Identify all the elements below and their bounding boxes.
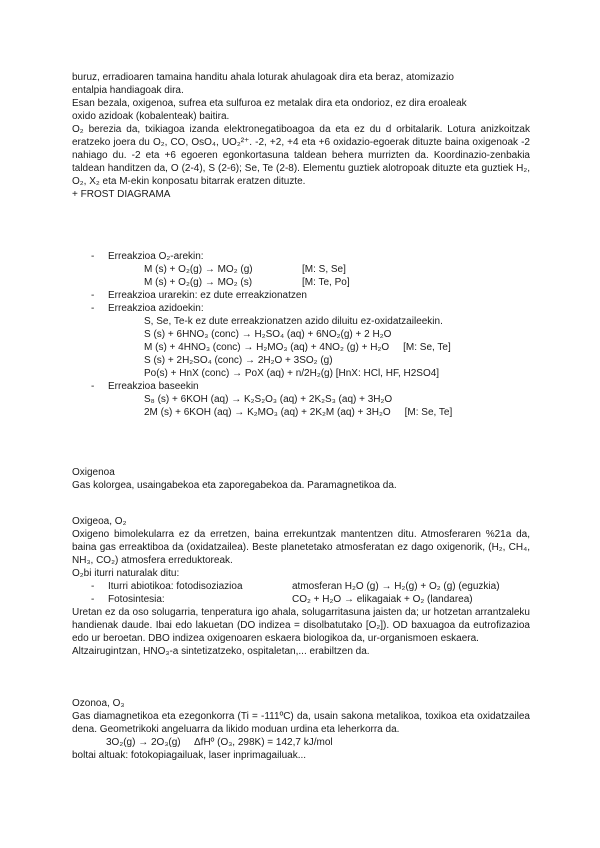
ozonoa-heading: Ozonoa, O₃ (72, 698, 125, 709)
intro-section (72, 71, 530, 201)
reactions-list (72, 237, 530, 419)
frost-diagram-heading: + FROST DIAGRAMA (72, 189, 171, 200)
acid-equation-1: S (s) + 6HNO₃ (conc) → H₂SO₄ (aq) + 6NO₂(g) + 2 H₂O (144, 329, 392, 340)
sources-label: O₂bi iturri naturalak ditu: (72, 568, 180, 579)
source-label: Iturri abiotikoa: fotodisoziazioa (108, 581, 243, 592)
ozone-enthalpy: ΔfHº (O₃, 298K) = 142,7 kJ/mol (194, 737, 333, 748)
intro-line-2: entalpia handiagoak dira. (72, 85, 184, 96)
equation-note: [M: Se, Te] (403, 342, 451, 353)
source-label: Fotosintesia: (108, 594, 165, 605)
intro-line-4: oxido azidoak (kobalenteak) baitira. (72, 111, 230, 122)
solubility-paragraph: Uretan ez da oso solugarria, tenperatura igo ahala, solugarritasuna jaisten da; ur hotzetan arrantzaleku handienak daude. Ibai edo lakuetan (DO indizea = disolbatutako [O₂]). OD baxuagoa da eutrofizazioa edo ur beroetan. DBO indizea oxigenoaren eskaera biologikoa da, ur-organismoen eskaera. (72, 607, 530, 644)
oxigenoa-text: Gas kolorgea, usaingabekoa eta zaporegabekoa da. Paramagnetikoa da. (72, 480, 397, 491)
intro-line-3: Esan bezala, oxigenoa, sufrea eta sulfuroa ez metalak dira eta ondorioz, ez dira eroaleak (72, 98, 467, 109)
source-abiotic (72, 580, 530, 593)
equation-note: [M: Se, Te] (404, 407, 453, 418)
equation-text: M (s) + O₂(g) → MO₂ (g) (144, 264, 253, 275)
source-equation: atmosferan H₂O (g) → H₂(g) + O₂ (g) (eguzkia) (292, 581, 500, 592)
equation-note: [M: Te, Po] (302, 277, 350, 288)
ozone-uses: boltai altuak: fotokopiagailuak, laser inprimagailuak... (72, 750, 307, 761)
acid-reaction-label: - Erreakzioa azidoekin: (72, 302, 530, 315)
intro-line-1: buruz, erradioaren tamaina handitu ahala loturak ahulagoak dira eta beraz, atomizazio (72, 72, 454, 83)
base-equation-1: S₈ (s) + 6KOH (aq) → K₂S₂O₃ (aq) + 2K₂S₃ (aq) + 3H₂O (144, 394, 393, 405)
o2-reaction-label: - Erreakzioa O₂-arekin: (72, 250, 530, 263)
base-reaction-label: - Erreakzioa baseekin (72, 380, 530, 393)
ozone-equation: 3O₂(g) → 2O₃(g) (106, 737, 181, 748)
oxigenoa-heading: Oxigenoa (72, 467, 115, 478)
o2-equation-1 (72, 263, 530, 276)
acid-equation-4: Po(s) + HnX (conc) → PoX (aq) + n/2H₂(g) [HnX: HCl, HF, H2SO4] (144, 368, 440, 379)
source-photosynthesis (72, 593, 530, 606)
industry-uses: Altzairugintzan, HNO₃-a sintetizatzeko, ospitaletan,... erabiltzen da. (72, 646, 370, 657)
ozonoa-section (72, 697, 530, 762)
oxigenoa-section (72, 466, 530, 492)
acid-intro: S, Se, Te-k ez dute erreakzionatzen azido diluitu ez-oxidatzaileekin. (144, 316, 443, 327)
dioxigenoa-section (72, 515, 530, 658)
water-reaction-label: - Erreakzioa urarekin: ez dute erreakzionatzen (72, 289, 530, 302)
o2-paragraph: O₂ berezia da, txikiagoa izanda elektronegatiboagoa da eta ez du d orbitalarik. Lotura anizkoitzak eratzeko joera du O₂, CO, OsO₄, UO₂²⁺. -2, +2, +4 eta +6 oxidazio-egoerak dituzte baina oxigenoak -2 nahiago du. -2 eta +6 egoeren egonkortasuna taldean behera murrizten da. Koordinazio-zenbakia taldean handitzen da, O (2-4), S (2-6); Se, Te (2-8). Elementu guztiek alotropoak dituzte eta guztiek H₂, O₂, X₂ eta M-ekin konposatu bitarrak eratzen dituzte. (72, 124, 530, 187)
acid-equation-3: S (s) + 2H₂SO₄ (conc) → 2H₂O + 3SO₂ (g) (144, 355, 333, 366)
ozone-equation-row (72, 736, 530, 749)
ozonoa-paragraph: Gas diamagnetikoa eta ezegonkorra (Ti = -111ºC) da, usain sakona metalikoa, toxikoa eta oxidatzailea dena. Geometrikoki angeluarra da likido moduan urdina eta leherkorra da. (72, 711, 530, 735)
equation-text: 2M (s) + 6KOH (aq) → K₂MO₃ (aq) + 2K₂M (aq) + 3H₂O (144, 407, 391, 418)
o2-equation-2 (72, 276, 530, 289)
equation-note: [M: S, Se] (302, 264, 346, 275)
equation-text: M (s) + 4HNO₃ (conc) → H₂MO₃ (aq) + 4NO₂ (g) + H₂O (144, 342, 390, 353)
acid-equation-2 (72, 341, 530, 354)
base-equation-2 (72, 406, 530, 419)
dioxigenoa-paragraph: Oxigeno bimolekularra ez da erretzen, baina errekuntzak mantentzen ditu. Atmosferaren %21a da, baina gas erreaktiboa da (oxidatzailea). Beste planetetako atmosferatan ez dago oxigenorik, (H₂, CH₄, NH₃, CO₂) atmosfera erreduktoreak. (72, 529, 530, 566)
dioxigenoa-heading: Oxigeoa, O₂ (72, 516, 127, 527)
equation-text: M (s) + O₂(g) → MO₂ (s) (144, 277, 253, 288)
source-equation: CO₂ + H₂O → elikagaiak + O₂ (landarea) (292, 594, 473, 605)
